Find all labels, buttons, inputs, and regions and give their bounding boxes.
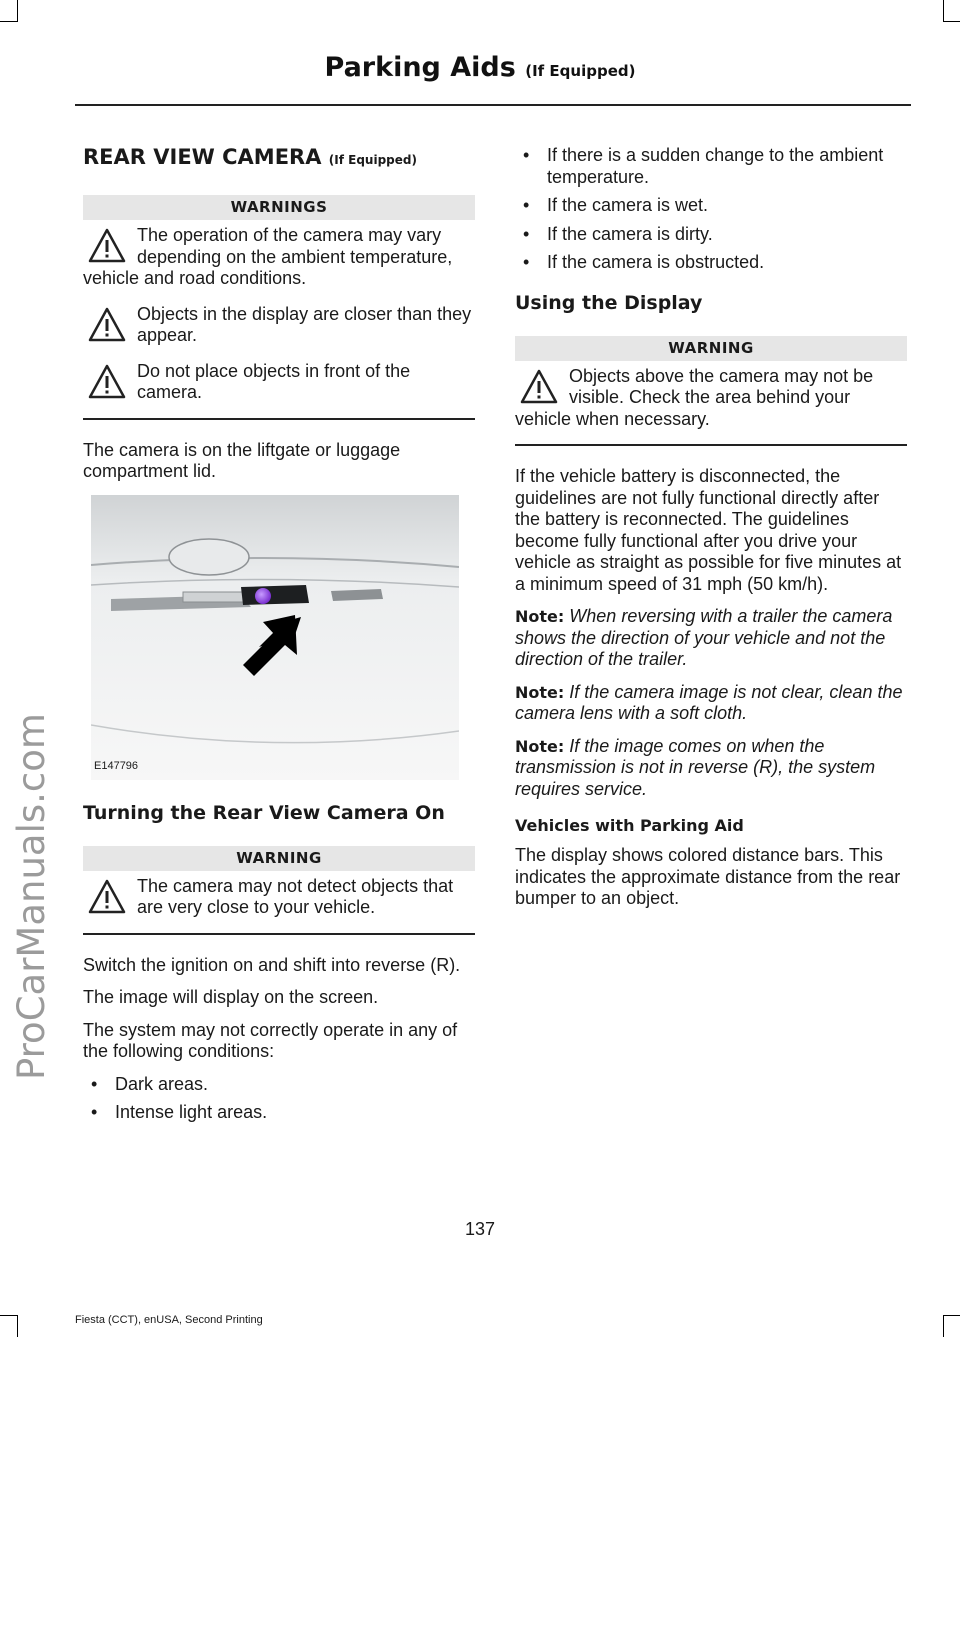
- warning-text: The camera may not detect objects that are very close to your vehicle.: [137, 875, 454, 917]
- camera-location-text: The camera is on the liftgate or luggage compartment lid.: [83, 439, 401, 481]
- conditions-list: [83, 1074, 475, 1124]
- list-item: • If the camera is wet.: [523, 195, 709, 215]
- note-label: Note:: [515, 607, 565, 626]
- note-text: When reversing with a trailer the camera shows the direction of your vehicle and not the direction of the trailer.: [515, 606, 893, 669]
- warning-item: [83, 876, 475, 919]
- crop-mark: [943, 21, 960, 22]
- watermark-text: ProCarManuals.com: [10, 713, 53, 1080]
- note-label: Note:: [515, 736, 565, 756]
- warning-triangle-icon: [87, 878, 127, 916]
- note: [515, 606, 907, 671]
- section-qualifier: (If Equipped): [328, 153, 417, 167]
- crop-mark: [943, 1315, 960, 1316]
- image-text: The image will display on the screen.: [83, 987, 379, 1007]
- warning-text: The operation of the camera may vary depending on the ambient temperature, vehicle and road conditions.: [83, 225, 453, 288]
- note-text: If the image comes on when the transmission is not in reverse (R), the system requires service.: [515, 735, 876, 799]
- warning-triangle-icon: [87, 227, 127, 265]
- list-item-text: Intense light areas.: [115, 1102, 268, 1122]
- warning-item: [515, 366, 907, 431]
- section-title: [83, 145, 475, 169]
- crop-mark: [943, 0, 944, 22]
- list-item-text: If the camera is dirty.: [547, 223, 713, 244]
- figure-label: E147796: [94, 759, 139, 772]
- warning-rule: [83, 933, 475, 935]
- warning-text: Objects in the display are closer than they appear.: [137, 303, 472, 345]
- list-item-text: If the camera is wet.: [547, 195, 709, 215]
- battery-text: If the vehicle battery is disconnected, the guidelines are not fully functional directly after the battery is reconnected. The guidelines become fully functional after you drive your vehicle as straight as possible for five minutes at a minimum speed of 31 mph (50 km/h).: [515, 466, 902, 594]
- turning-on-title: Turning the Rear View Camera On: [83, 801, 445, 824]
- footer-text: Fiesta (CCT), enUSA, Second Printing: [75, 1314, 263, 1326]
- list-item-text: Dark areas.: [115, 1073, 209, 1094]
- crop-mark: [17, 0, 18, 22]
- note: [515, 682, 907, 725]
- list-item: • If there is a sudden change to the ambient temperature.: [523, 145, 884, 187]
- page-number: 137: [464, 1219, 496, 1239]
- warning-heading: WARNING: [515, 336, 907, 361]
- section-title-text: REAR VIEW CAMERA: [83, 145, 322, 169]
- warning-triangle-icon: [87, 306, 127, 344]
- warning-rule: [83, 418, 475, 420]
- list-item-text: If there is a sudden change to the ambient temperature.: [547, 145, 884, 187]
- page-header: [0, 52, 960, 83]
- list-item: • Dark areas.: [91, 1073, 209, 1094]
- right-column: [515, 145, 907, 921]
- warning-item: [83, 304, 475, 347]
- warning-text: Do not place objects in front of the camera.: [137, 360, 411, 402]
- warning-triangle-icon: [87, 363, 127, 401]
- conditions-intro: The system may not correctly operate in any of the following conditions:: [83, 1019, 458, 1061]
- list-item-text: If the camera is obstructed.: [547, 252, 765, 272]
- crop-mark: [0, 21, 18, 22]
- warnings-heading: WARNINGS: [83, 195, 475, 220]
- watermark: [10, 713, 70, 1640]
- note-text: If the camera image is not clear, clean the camera lens with a soft cloth.: [515, 681, 903, 723]
- liftgate-illustration: [91, 495, 459, 780]
- display-title: Using the Display: [515, 291, 703, 314]
- parking-aid-text: The display shows colored distance bars. This indicates the approximate distance from the rear bumper to an object.: [515, 845, 901, 908]
- warning-triangle-icon: [519, 368, 559, 406]
- parking-aid-title: Vehicles with Parking Aid: [515, 816, 744, 835]
- warning-text: Objects above the camera may not be visible. Check the area behind your vehicle when necessary.: [515, 365, 874, 429]
- left-column: [83, 145, 475, 1136]
- camera-location-figure: [91, 495, 459, 780]
- crop-mark: [943, 1315, 944, 1337]
- warning-heading: WARNING: [83, 846, 475, 871]
- list-item: • Intense light areas.: [91, 1102, 268, 1122]
- switch-text: Switch the ignition on and shift into reverse (R).: [83, 954, 461, 975]
- list-item: • If the camera is obstructed.: [523, 252, 765, 272]
- note-label: Note:: [515, 682, 565, 702]
- conditions-list-continued: [515, 145, 907, 274]
- header-qualifier: (If Equipped): [525, 62, 636, 80]
- warning-rule: [515, 444, 907, 446]
- warning-item: [83, 361, 475, 404]
- header-title: Parking Aids: [324, 52, 516, 83]
- warning-item: [83, 225, 475, 290]
- header-rule: [75, 104, 911, 106]
- note: [515, 736, 907, 801]
- list-item: • If the camera is dirty.: [523, 223, 713, 244]
